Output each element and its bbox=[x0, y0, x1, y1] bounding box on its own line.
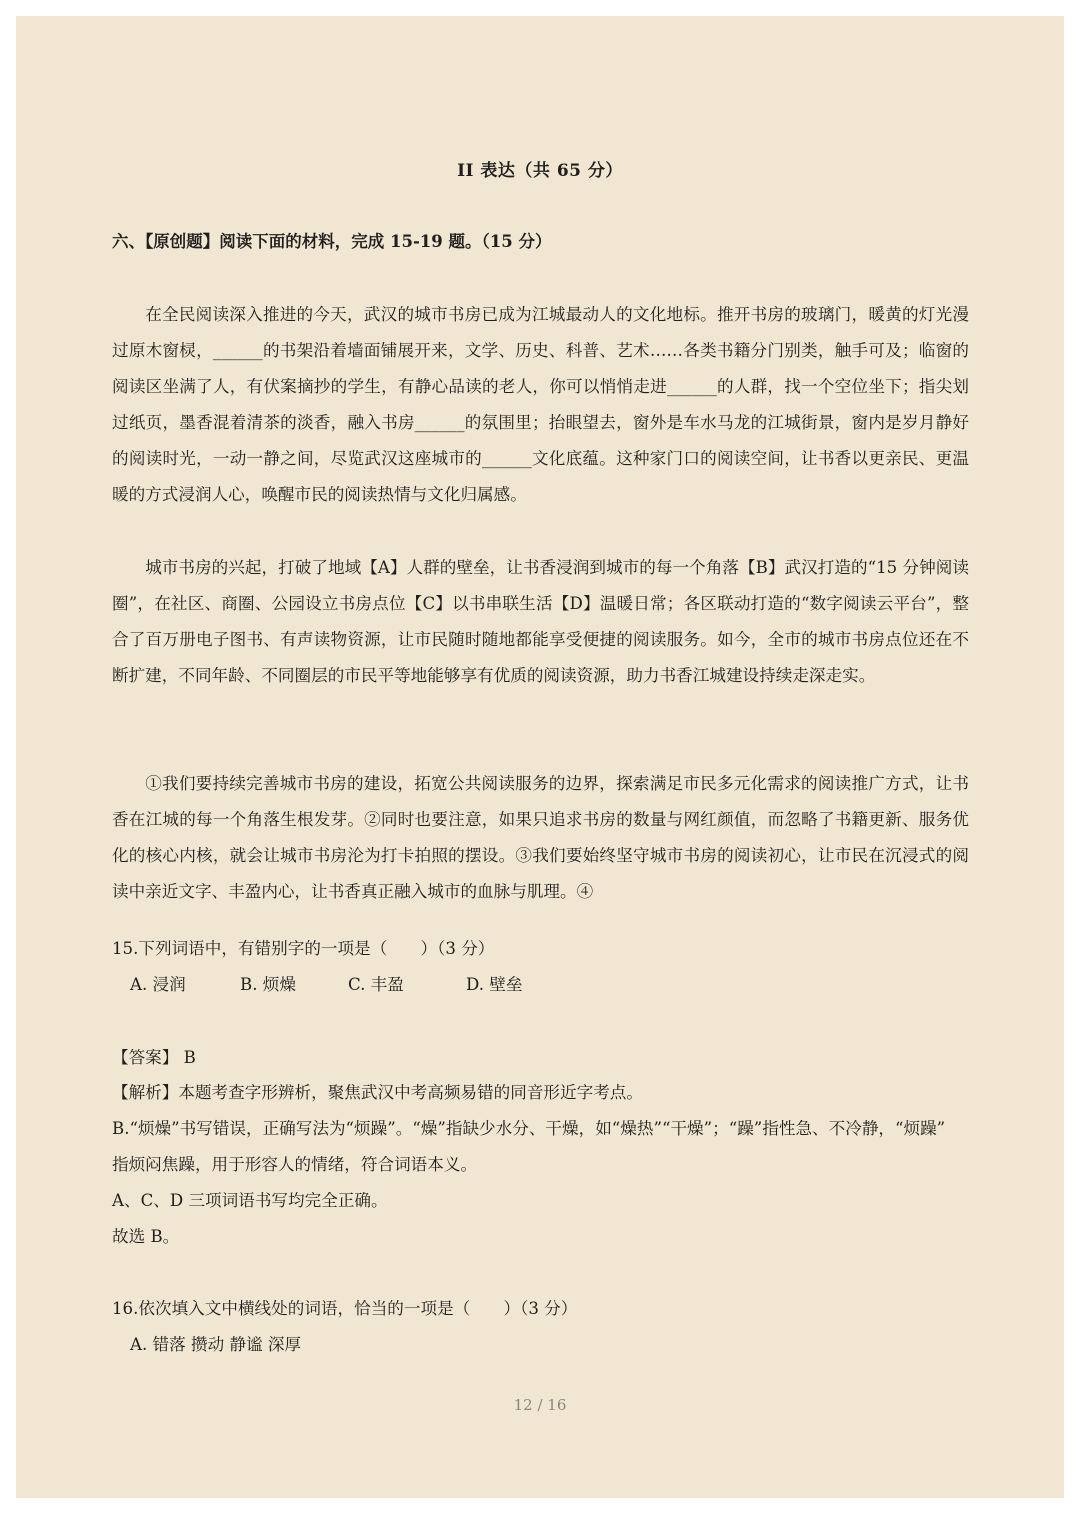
analysis-line-1: 【解析】本题考查字形辨析，聚焦武汉中考高频易错的同音形近字考点。 bbox=[112, 1083, 643, 1102]
q16-option-a: A. 错落 攒动 静谧 深厚 bbox=[130, 1335, 302, 1354]
question-16-stem: 16.依次填入文中横线处的词语，恰当的一项是（ ）（3 分） bbox=[112, 1299, 578, 1318]
q15-option-d: D. 壁垒 bbox=[466, 975, 523, 994]
section-title: II 表达（共 65 分） bbox=[457, 161, 623, 181]
document-page bbox=[16, 16, 1064, 1498]
q15-option-c: C. 丰盈 bbox=[348, 975, 404, 994]
q15-option-b: B. 烦燥 bbox=[240, 975, 296, 994]
analysis-line-5: 故选 B。 bbox=[112, 1227, 180, 1246]
analysis-line-4: A、C、D 三项词语书写均完全正确。 bbox=[112, 1191, 388, 1210]
passage-paragraph-2: 城市书房的兴起，打破了地域【A】人群的壁垒，让书香浸润到城市的每一个角落【B】武汉打造的“15 分钟阅读圈”，在社区、商圈、公园设立书房点位【C】以书串联生活【D】温暖日常；各区联动打造的“数字阅读云平台”，整合了百万册电子图书、有声读物资源，让市民随时随地都能享受便捷的阅读服务。如今，全市的城市书房点位还在不断扩建，不同年龄、不同圈层的市民平等地能够享有优质的阅读资源，助力书香江城建设持续走深走实。 bbox=[112, 558, 969, 685]
passage-paragraph-3: ①我们要持续完善城市书房的建设，拓宽公共阅读服务的边界，探索满足市民多元化需求的阅读推广方式，让书香在江城的每一个角落生根发芽。②同时也要注意，如果只追求书房的数量与网红颜值，而忽略了书籍更新、服务优化的核心内核，就会让城市书房沦为打卡拍照的摆设。③我们要始终坚守城市书房的阅读初心，让市民在沉浸式的阅读中亲近文字、丰盈内心，让书香真正融入城市的血脉与肌理。④ bbox=[112, 774, 969, 901]
q15-option-a: A. 浸润 bbox=[130, 975, 186, 994]
analysis-line-2: B.“烦燥”书写错误，正确写法为“烦躁”。“燥”指缺少水分、干燥，如“燥热”“干燥”；“躁”指性急、不冷静，“烦躁” bbox=[112, 1119, 946, 1138]
question-15-stem: 15.下列词语中，有错别字的一项是（ ）（3 分） bbox=[112, 939, 495, 958]
answer-line: 【答案】 B bbox=[112, 1048, 196, 1067]
question-group-heading: 六、【原创题】阅读下面的材料，完成 15-19 题。（15 分） bbox=[112, 232, 552, 251]
passage-paragraph-1: 在全民阅读深入推进的今天，武汉的城市书房已成为江城最动人的文化地标。推开书房的玻璃门，暖黄的灯光漫过原木窗棂，______的书架沿着墙面铺展开来，文学、历史、科普、艺术……各类书籍分门别类，触手可及；临窗的阅读区坐满了人，有伏案摘抄的学生，有静心品读的老人，你可以悄悄走进______的人群，找一个空位坐下；指尖划过纸页，墨香混着清茶的淡香，融入书房______的氛围里；抬眼望去，窗外是车水马龙的江城街景，窗内是岁月静好的阅读时光，一动一静之间，尽览武汉这座城市的______文化底蕴。这种家门口的阅读空间，让书香以更亲民、更温暖的方式浸润人心，唤醒市民的阅读热情与文化归属感。 bbox=[112, 305, 969, 504]
question-15-options bbox=[130, 971, 522, 995]
page-number: 12 / 16 bbox=[513, 1396, 567, 1414]
analysis-line-3: 指烦闷焦躁，用于形容人的情绪，符合词语本义。 bbox=[112, 1155, 478, 1174]
